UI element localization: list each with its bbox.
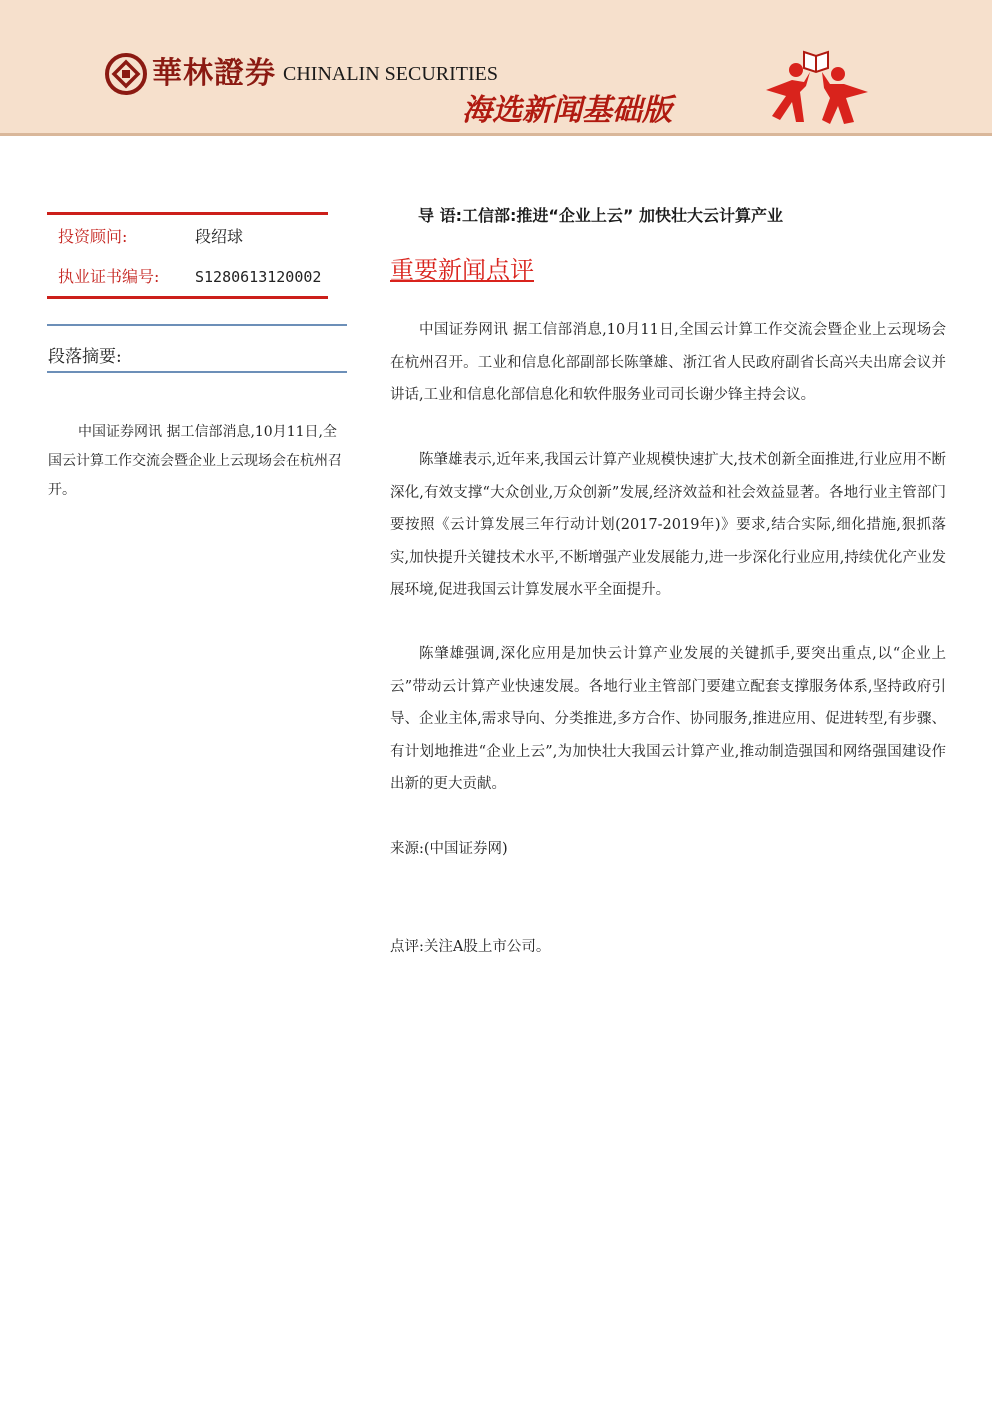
section-heading: 重要新闻点评 [390,256,534,284]
article-paragraph: 陈肇雄表示,近年来,我国云计算产业规模快速扩大,技术创新全面推进,行业应用不断深化,有效支撑“大众创业,万众创新”发展,经济效益和社会效益显著。各地行业主管部门要按照《云计算发展三年行动计划(2017-2019年)》要求,结合实际,细化措施,狠抓落实,加快提升关键技术水平,不断增强产业发展能力,进一步深化行业应用,持续优化产业发展环境,促进我国云计算发展水平全面提升。 [390,452,946,598]
header-divider [0,133,992,136]
summary-title: 段落摘要: [48,347,122,367]
info-bottom-rule [47,296,328,299]
advisor-name: 段绍球 [195,227,244,246]
summary-top-rule [47,324,347,326]
source-line: 来源:(中国证券网) [390,841,508,857]
company-logo-icon [105,53,147,95]
edition-title: 海选新闻基础版 [462,93,672,128]
info-top-rule [47,212,328,215]
license-label: 执业证书编号: [58,267,160,286]
article-paragraph: 陈肇雄强调,深化应用是加快云计算产业发展的关键抓手,要突出重点,以“企业上云”带动云计算产业快速发展。各地行业主管部门要建立配套支撑服务体系,坚持政府引导、企业主体,需求导向、分类推进,多方合作、协同服务,推进应用、促进转型,有步骤、有计划地推进“企业上云”,为加快壮大我国云计算产业,推动制造强国和网络强国建设作出新的更大贡献。 [390,646,946,792]
company-name-en: CHINALIN SECURITIES [283,63,498,85]
advisor-label: 投资顾问: [58,227,128,246]
article-paragraph: 中国证券网讯 据工信部消息,10月11日,全国云计算工作交流会暨企业上云现场会在杭州召开。工业和信息化部副部长陈肇雄、浙江省人民政府副省长高兴夫出席会议并讲话,工业和信息化部信息化和软件服务业司司长谢少锋主持会议。 [390,322,946,403]
summary-bottom-rule [47,371,347,373]
company-name-cn: 華林證券 [152,56,276,91]
comment-line: 点评:关注A股上市公司。 [390,939,551,955]
kids-reading-icon [760,44,872,128]
license-number: S1280613120002 [195,268,322,286]
summary-text: 中国证券网讯 据工信部消息,10月11日,全国云计算工作交流会暨企业上云现场会在杭州召开。 [48,424,342,498]
lead-headline: 导 语:工信部:推进“企业上云” 加快壮大云计算产业 [418,206,783,225]
